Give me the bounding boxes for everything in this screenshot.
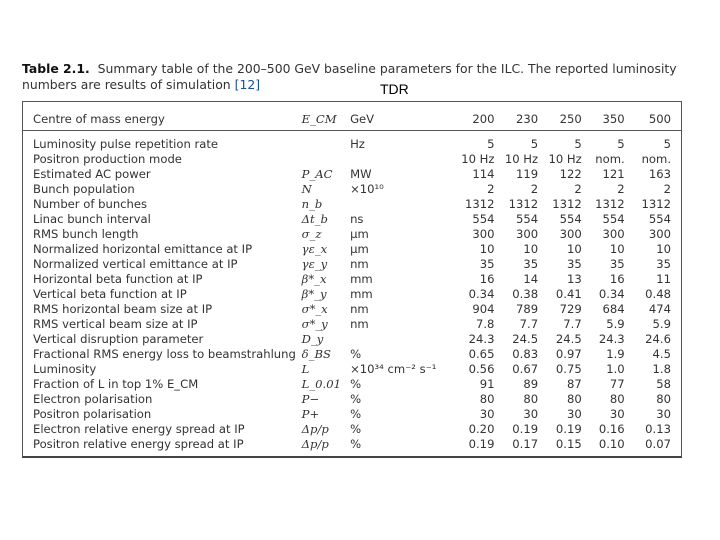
- param-value: 4.5: [652, 347, 671, 361]
- table-row: [23, 257, 681, 272]
- header-energy: 230: [494, 102, 538, 131]
- param-unit: %: [350, 407, 362, 421]
- param-value: 904: [472, 302, 495, 316]
- param-unit: mm: [350, 287, 373, 301]
- param-value: 554: [559, 212, 582, 226]
- param-value: 2: [617, 182, 625, 196]
- param-value: 300: [515, 227, 539, 241]
- param-unit: μm: [350, 242, 369, 256]
- table-row: [23, 407, 681, 422]
- param-unit: mm: [350, 272, 373, 286]
- table-row: [23, 347, 681, 362]
- param-value: 2: [574, 182, 582, 196]
- param-name: Fraction of L in top 1% E_CM: [33, 377, 199, 391]
- param-value: 474: [648, 302, 671, 316]
- param-symbol: γε_y: [301, 257, 328, 271]
- param-value: 0.75: [555, 362, 582, 376]
- param-name: Vertical disruption parameter: [33, 332, 204, 346]
- param-value: 163: [648, 167, 671, 181]
- param-symbol: [302, 152, 348, 167]
- table-row: [23, 242, 681, 257]
- param-unit: ×10¹⁰: [350, 182, 384, 196]
- header-symbol: E_CM: [302, 102, 348, 131]
- param-value: 13: [566, 272, 582, 286]
- param-value: 300: [559, 227, 582, 241]
- param-value: 0.10: [598, 437, 625, 451]
- param-value: 5: [530, 137, 539, 151]
- table-row: [23, 272, 681, 287]
- param-value: 5: [663, 137, 671, 151]
- param-value: 30: [479, 407, 495, 421]
- param-symbol: L: [301, 362, 310, 376]
- param-symbol: Δp/p: [301, 437, 329, 451]
- param-value: 5.9: [606, 317, 625, 331]
- param-unit: nm: [350, 317, 369, 331]
- param-name: Electron polarisation: [33, 392, 153, 406]
- param-value: 30: [656, 407, 671, 421]
- param-value: 0.17: [512, 437, 539, 451]
- param-value: 0.34: [598, 287, 625, 301]
- param-value: 2: [530, 182, 539, 196]
- param-value: 7.7: [563, 317, 582, 331]
- param-unit: [348, 332, 451, 347]
- header-energy: 500: [625, 102, 681, 131]
- param-value: 30: [523, 407, 539, 421]
- param-symbol: σ*_x: [301, 302, 328, 316]
- param-value: 0.34: [468, 287, 495, 301]
- param-unit: %: [350, 422, 362, 436]
- param-value: 89: [523, 377, 539, 391]
- table-row: [23, 392, 681, 407]
- param-value: 7.8: [476, 317, 495, 331]
- param-value: 0.65: [468, 347, 495, 361]
- param-value: 0.41: [555, 287, 582, 301]
- param-value: 35: [656, 257, 671, 271]
- param-value: 35: [566, 257, 582, 271]
- param-name: Estimated AC power: [33, 167, 151, 181]
- param-value: 1.8: [652, 362, 671, 376]
- param-name: Number of bunches: [33, 197, 148, 211]
- param-value: 35: [523, 257, 539, 271]
- caption-text: Summary table of the 200–500 GeV baseline parameters for the ILC. The reported luminosity numbers are results of simulation: [22, 61, 677, 92]
- param-value: 16: [479, 272, 495, 286]
- param-symbol: γε_x: [301, 242, 328, 256]
- param-value: 80: [523, 392, 539, 406]
- param-value: 1.9: [606, 347, 625, 361]
- param-unit: %: [350, 437, 362, 451]
- param-unit: %: [350, 347, 362, 361]
- param-symbol: P+: [301, 407, 320, 421]
- param-unit: nm: [350, 257, 369, 271]
- overlay-label: TDR: [380, 81, 409, 97]
- param-name: Electron relative energy spread at IP: [33, 422, 245, 436]
- param-symbol: σ_z: [301, 227, 322, 241]
- param-value: 1.0: [606, 362, 625, 376]
- param-value: 0.48: [645, 287, 671, 301]
- param-value: 684: [602, 302, 625, 316]
- param-value: 300: [648, 227, 671, 241]
- param-value: 0.07: [645, 437, 671, 451]
- param-symbol: n_b: [301, 197, 323, 211]
- param-name: Linac bunch interval: [33, 212, 151, 226]
- param-value: 11: [656, 272, 671, 286]
- param-value: 30: [609, 407, 625, 421]
- header-unit: GeV: [348, 102, 451, 131]
- table-row: [23, 317, 681, 332]
- param-symbol: D_y: [301, 332, 324, 346]
- param-value: 5: [574, 137, 582, 151]
- param-unit: %: [350, 392, 362, 406]
- param-unit: [348, 152, 451, 167]
- table-row: [23, 287, 681, 302]
- table-row: [23, 167, 681, 182]
- param-value: 1312: [508, 197, 539, 211]
- param-value: 80: [609, 392, 625, 406]
- param-value: 1312: [595, 197, 625, 211]
- parameter-table: [22, 101, 682, 458]
- param-value: 0.19: [468, 437, 495, 451]
- param-value: 10 Hz: [548, 152, 582, 166]
- table-header-row: [23, 102, 681, 131]
- param-value: 10: [656, 242, 671, 256]
- param-value: 10: [566, 242, 582, 256]
- param-name: Positron production mode: [33, 152, 182, 166]
- param-value: 0.20: [468, 422, 495, 436]
- param-symbol: N: [301, 182, 312, 196]
- param-value: 91: [479, 377, 495, 391]
- param-value: 0.67: [512, 362, 539, 376]
- param-unit: [348, 197, 451, 212]
- param-value: 300: [602, 227, 625, 241]
- param-value: 0.56: [468, 362, 495, 376]
- param-name: Horizontal beta function at IP: [33, 272, 203, 286]
- table-row: [23, 437, 681, 452]
- param-value: 80: [566, 392, 582, 406]
- param-unit: ns: [350, 212, 364, 226]
- param-value: 0.97: [555, 347, 582, 361]
- table-row: [23, 227, 681, 242]
- param-value: 30: [566, 407, 582, 421]
- param-value: 16: [609, 272, 625, 286]
- table-row: [23, 182, 681, 197]
- table-row: [23, 152, 681, 167]
- param-value: 10 Hz: [461, 152, 495, 166]
- param-symbol: Δt_b: [301, 212, 328, 226]
- param-value: 5: [617, 137, 625, 151]
- param-value: 10: [523, 242, 539, 256]
- param-value: 121: [602, 167, 625, 181]
- param-value: 554: [648, 212, 671, 226]
- param-value: 35: [609, 257, 625, 271]
- param-value: 300: [472, 227, 495, 241]
- param-symbol: δ_BS: [301, 347, 331, 361]
- param-value: 1312: [552, 197, 582, 211]
- param-unit: μm: [350, 227, 369, 241]
- param-name: RMS bunch length: [33, 227, 139, 241]
- param-name: RMS vertical beam size at IP: [33, 317, 198, 331]
- param-value: 35: [479, 257, 495, 271]
- param-name: Positron relative energy spread at IP: [33, 437, 244, 451]
- table-row: [23, 362, 681, 377]
- param-symbol: β*_y: [301, 287, 327, 301]
- caption-reference-link[interactable]: [12]: [234, 77, 261, 92]
- param-name: Fractional RMS energy loss to beamstrahlung: [33, 347, 296, 361]
- table-row: [23, 197, 681, 212]
- table-row: [23, 212, 681, 227]
- param-symbol: Δp/p: [301, 422, 329, 436]
- param-value: 14: [523, 272, 539, 286]
- param-value: 10: [609, 242, 625, 256]
- param-unit: ×10³⁴ cm⁻² s⁻¹: [350, 362, 437, 376]
- param-value: 87: [566, 377, 582, 391]
- param-value: 1312: [464, 197, 495, 211]
- param-symbol: L_0.01: [301, 377, 341, 391]
- param-value: 729: [559, 302, 582, 316]
- param-value: 24.6: [645, 332, 671, 346]
- param-symbol: [302, 131, 348, 153]
- table-row: [23, 377, 681, 392]
- param-unit: Hz: [350, 137, 365, 151]
- param-value: 554: [472, 212, 495, 226]
- param-value: 0.19: [512, 422, 539, 436]
- param-value: 119: [515, 167, 539, 181]
- header-energy: 350: [582, 102, 625, 131]
- param-value: 114: [472, 167, 495, 181]
- param-unit: MW: [350, 167, 372, 181]
- table-row: [23, 422, 681, 437]
- param-symbol: P_AC: [301, 167, 333, 181]
- table-caption: [22, 61, 682, 93]
- header-energy: 200: [451, 102, 495, 131]
- param-value: 58: [656, 377, 671, 391]
- param-value: 122: [559, 167, 582, 181]
- param-name: RMS horizontal beam size at IP: [33, 302, 213, 316]
- table-row: [23, 131, 681, 153]
- param-value: 5.9: [652, 317, 671, 331]
- param-value: 2: [663, 182, 671, 196]
- param-value: 0.83: [512, 347, 539, 361]
- param-symbol: β*_x: [301, 272, 327, 286]
- param-value: 554: [602, 212, 625, 226]
- header-param: Centre of mass energy: [23, 102, 302, 131]
- param-value: 24.3: [468, 332, 495, 346]
- param-value: 24.3: [598, 332, 625, 346]
- param-value: 24.5: [512, 332, 539, 346]
- param-symbol: σ*_y: [301, 317, 328, 331]
- header-energy: 250: [538, 102, 582, 131]
- param-value: 77: [609, 377, 625, 391]
- param-value: 789: [515, 302, 539, 316]
- param-value: 5: [487, 137, 495, 151]
- param-value: 554: [515, 212, 539, 226]
- param-value: 80: [656, 392, 671, 406]
- param-value: 1312: [641, 197, 671, 211]
- param-value: 0.15: [555, 437, 582, 451]
- param-name: Luminosity pulse repetition rate: [33, 137, 219, 151]
- param-symbol: P−: [301, 392, 320, 406]
- param-value: 80: [479, 392, 495, 406]
- param-value: 24.5: [555, 332, 582, 346]
- param-value: nom.: [595, 152, 625, 166]
- param-name: Normalized horizontal emittance at IP: [33, 242, 253, 256]
- caption-label: Table 2.1.: [22, 61, 90, 76]
- param-value: 7.7: [519, 317, 539, 331]
- param-value: 0.16: [598, 422, 625, 436]
- param-value: 2: [487, 182, 495, 196]
- param-value: 10 Hz: [504, 152, 539, 166]
- param-value: 0.13: [645, 422, 671, 436]
- table-row: [23, 332, 681, 347]
- param-unit: nm: [350, 302, 369, 316]
- param-name: Normalized vertical emittance at IP: [33, 257, 238, 271]
- param-value: 10: [479, 242, 495, 256]
- param-value: 0.38: [512, 287, 539, 301]
- param-value: nom.: [641, 152, 671, 166]
- param-name: Positron polarisation: [33, 407, 152, 421]
- param-name: Bunch population: [33, 182, 135, 196]
- param-unit: %: [350, 377, 362, 391]
- param-name: Luminosity: [33, 362, 97, 376]
- table-row: [23, 302, 681, 317]
- param-name: Vertical beta function at IP: [33, 287, 187, 301]
- param-value: 0.19: [555, 422, 582, 436]
